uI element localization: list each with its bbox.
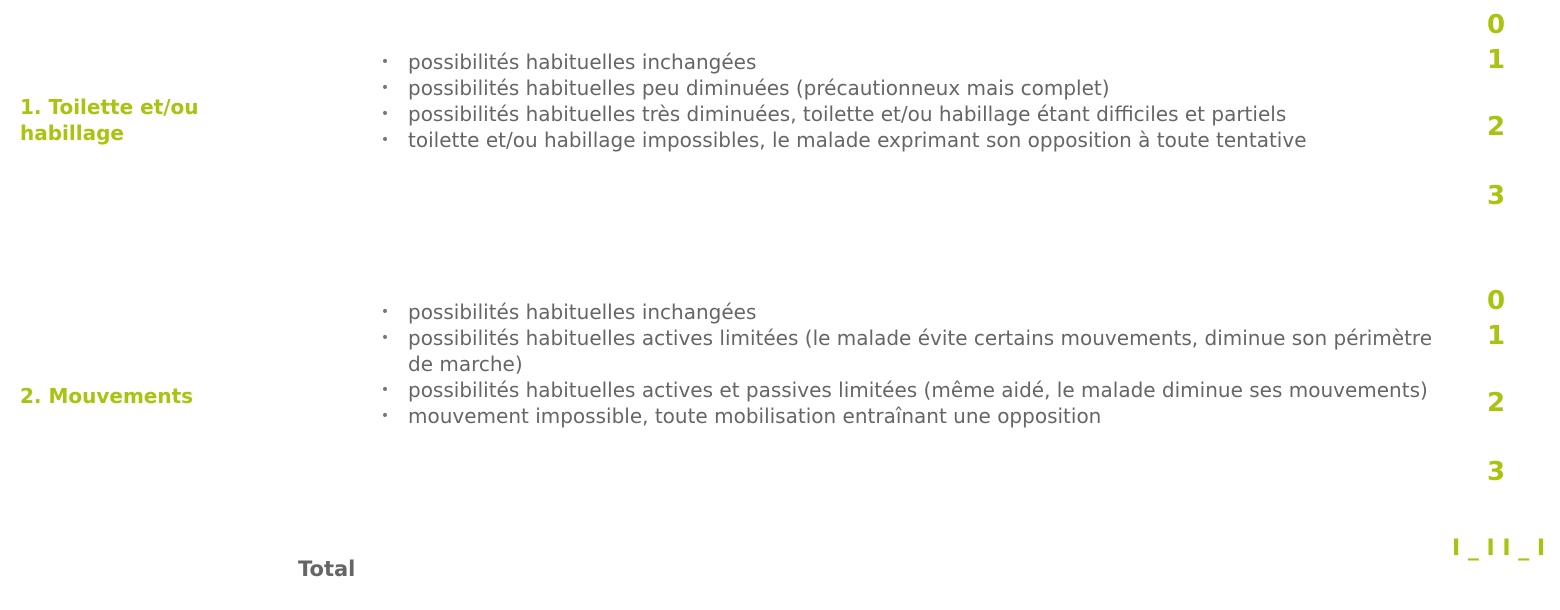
bullet-icon: • [380, 106, 390, 122]
score-option: 2 [1487, 388, 1506, 418]
list-item-text: possibilités habituelles actives limitées (le malade évite certains mouvements, diminue son périmètre de marche) [408, 326, 1432, 376]
bullet-icon: • [380, 54, 390, 70]
list-item [380, 127, 1440, 153]
list-item-text: possibilités habituelles inchangées [408, 300, 757, 324]
list-item-text: possibilités habituelles actives et passives limitées (même aidé, le malade diminue ses mouvements) [408, 378, 1428, 402]
list-item [380, 49, 1440, 75]
score-option: 3 [1487, 457, 1506, 487]
score-option: 1 [1487, 321, 1506, 351]
list-item-text: possibilités habituelles très diminuées, toilette et/ou habillage étant difficiles et partiels [408, 102, 1287, 126]
score-option: 0 [1487, 10, 1506, 40]
score-option: 0 [1487, 286, 1506, 316]
bullet-icon: • [380, 132, 390, 148]
list-item [380, 403, 1440, 429]
list-item-text: possibilités habituelles inchangées [408, 50, 757, 74]
section-1-title: 1. Toilette et/ou habillage [20, 95, 199, 145]
list-item [380, 101, 1440, 127]
section-2-list [380, 299, 1440, 429]
bullet-icon: • [380, 330, 390, 346]
score-option: 3 [1487, 181, 1506, 211]
bullet-icon: • [380, 408, 390, 424]
list-item-text: toilette et/ou habillage impossibles, le malade exprimant son opposition à toute tentative [408, 128, 1307, 152]
section-2-title: 2. Mouvements [20, 384, 194, 408]
list-item [380, 299, 1440, 325]
bullet-icon: • [380, 80, 390, 96]
section-1-list [380, 49, 1440, 153]
total-label: Total [298, 557, 356, 581]
score-option: 1 [1487, 45, 1506, 75]
score-option: 2 [1487, 112, 1506, 142]
list-item [380, 325, 1440, 377]
bullet-icon: • [380, 382, 390, 398]
list-item [380, 377, 1440, 403]
list-item-text: possibilités habituelles peu diminuées (précautionneux mais complet) [408, 76, 1110, 100]
list-item-text: mouvement impossible, toute mobilisation entraînant une opposition [408, 404, 1102, 428]
list-item [380, 75, 1440, 101]
bullet-icon: • [380, 304, 390, 320]
total-value: I _ I I _ I [1452, 536, 1546, 561]
